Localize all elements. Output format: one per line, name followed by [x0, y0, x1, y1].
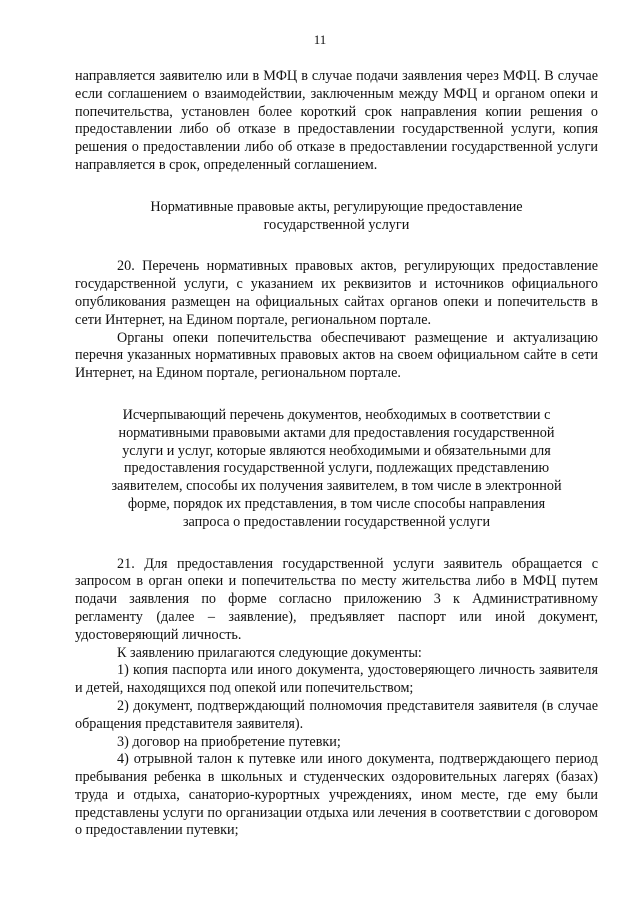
paragraph-attached-documents: К заявлению прилагаются следующие документы:	[117, 644, 422, 661]
page-body	[75, 68, 598, 840]
paragraph-20-continued: Органы опеки попечительства обеспечивают размещение и актуализацию перечня указанных нормативных правовых актов на своем официальном сайте в сети Интернет, на Едином портале, региональном портале.	[75, 329, 598, 382]
section-heading-normative-acts: Нормативные правовые акты, регулирующие предоставление государственной услуги	[150, 198, 523, 233]
list-item-4: 4) отрывной талон к путевке или иного документа, подтверждающего период пребывания ребенка в школьных и студенческих оздоровительных лагерях (базах) труда и отдыха, санаторио-курортных учреждениях, ином месте, где ему были представлены услуги по организации отдыха или лечения в соответствии с договором о предоставлении путевки;	[75, 751, 598, 839]
paragraph-21: 21. Для предоставления государственной услуги заявитель обращается с запросом в орган опеки и попечительства по месту жительства либо в МФЦ путем подачи заявления по форме согласно приложению 3 к Административному регламенту (далее – заявление), предъявляет паспорт или иной документ, удостоверяющий личность.	[75, 555, 598, 643]
section-heading-documents: Исчерпывающий перечень документов, необходимых в соответствии с нормативными правовыми актами для предоставления государственной услуги и услуг, которые являются необходимыми и обязательными для предоставления государственной услуги, подлежащих представлению заявителем, способы их получения заявителем, в том числе в электронной форме, порядок их представления, в том числе способы направления запроса о предоставлении государственной услуги	[111, 406, 562, 530]
list-item-2: 2) документ, подтверждающий полномочия представителя заявителя (в случае обращения представителя заявителя).	[75, 697, 598, 732]
list-item-3: 3) договор на приобретение путевки;	[117, 733, 341, 750]
paragraph-20: 20. Перечень нормативных правовых актов, регулирующих предоставление государственной услуги, с указанием их реквизитов и источников официального опубликования размещен на официальных сайтах органов опеки и попечительств в сети Интернет, на Едином портале, региональном портале.	[75, 258, 598, 328]
page-number: 11	[313, 32, 327, 47]
paragraph-continuation: направляется заявителю или в МФЦ в случае подачи заявления через МФЦ. В случае если соглашением о взаимодействии, заключенным между МФЦ и органом опеки и попечительства, установлен более короткий срок направления копии решения о предоставлении либо об отказе в предоставлении государственной услуги, копия решения о предоставлении либо об отказе в предоставлении государственной услуги направляется в срок, определенный соглашением.	[75, 68, 598, 173]
list-item-1: 1) копия паспорта или иного документа, удостоверяющего личность заявителя и детей, находящихся под опекой или попечительством;	[75, 662, 598, 697]
